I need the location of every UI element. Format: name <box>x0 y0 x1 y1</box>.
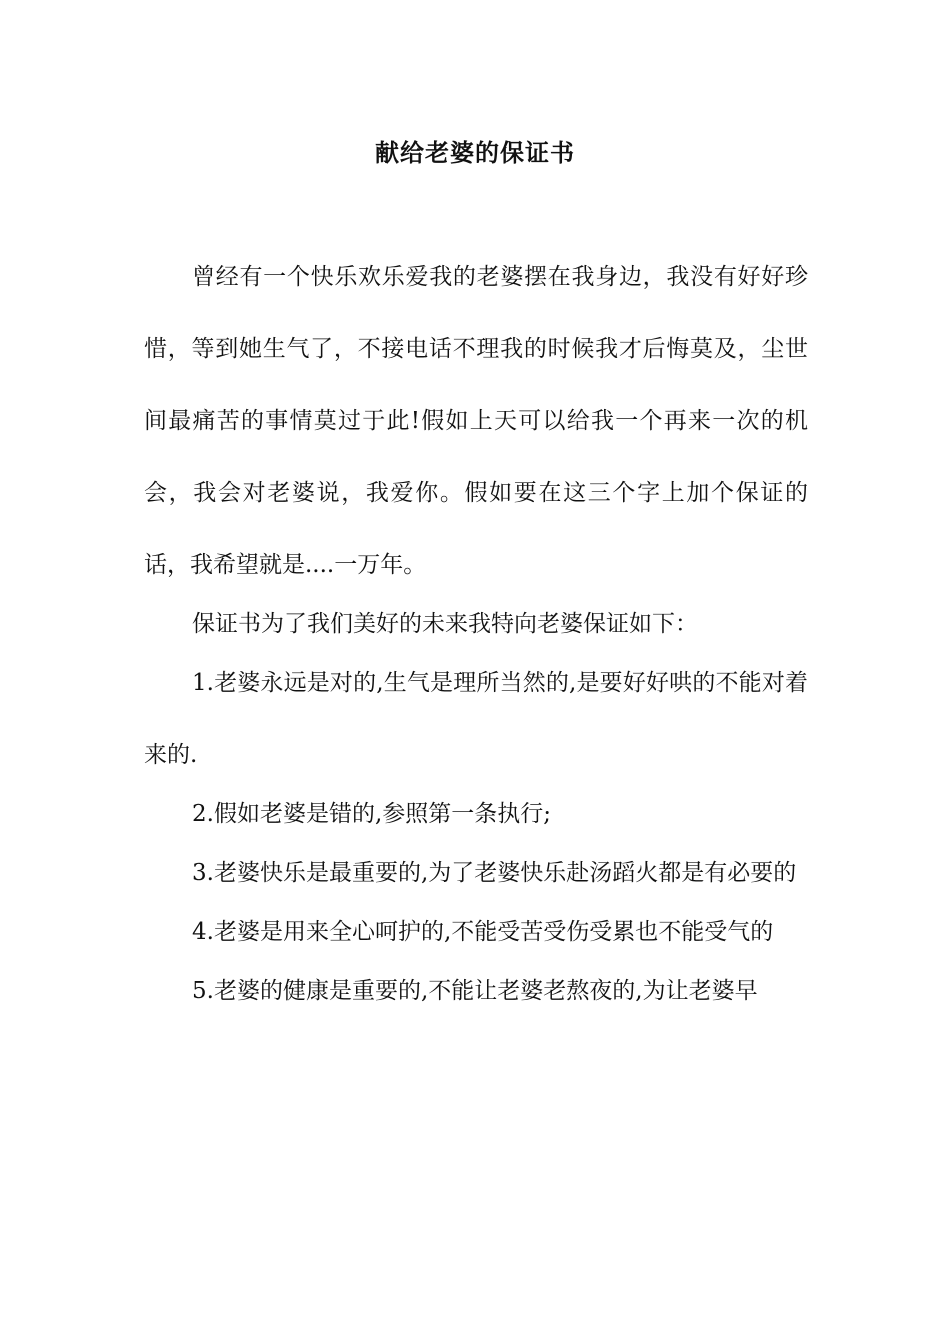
pledge-item-1: 1.老婆永远是对的,生气是理所当然的,是要好好哄的不能对着来的. <box>144 670 808 768</box>
intro-paragraph: 曾经有一个快乐欢乐爱我的老婆摆在我身边，我没有好好珍惜，等到她生气了，不接电话不理我的时候我才后悔莫及，尘世间最痛苦的事情莫过于此!假如上天可以给我一个再来一次的机会，我会对老婆说，我爱你。假如要在这三个字上加个保证的话，我希望就是....一万年。 <box>144 264 808 578</box>
document-title: 献给老婆的保证书 <box>375 138 575 167</box>
pledge-item-2: 2.假如老婆是错的,参照第一条执行; <box>192 801 552 827</box>
document-body <box>144 254 808 1014</box>
pledge-heading-paragraph: 保证书为了我们美好的未来我特向老婆保证如下： <box>192 611 698 637</box>
pledge-item-5: 5.老婆的健康是重要的,不能让老婆老熬夜的,为让老婆早 <box>192 978 758 1004</box>
pledge-item-4: 4.老婆是用来全心呵护的,不能受苦受伤受累也不能受气的 <box>192 919 774 945</box>
pledge-item-3: 3.老婆快乐是最重要的,为了老婆快乐赴汤蹈火都是有必要的 <box>192 860 797 886</box>
